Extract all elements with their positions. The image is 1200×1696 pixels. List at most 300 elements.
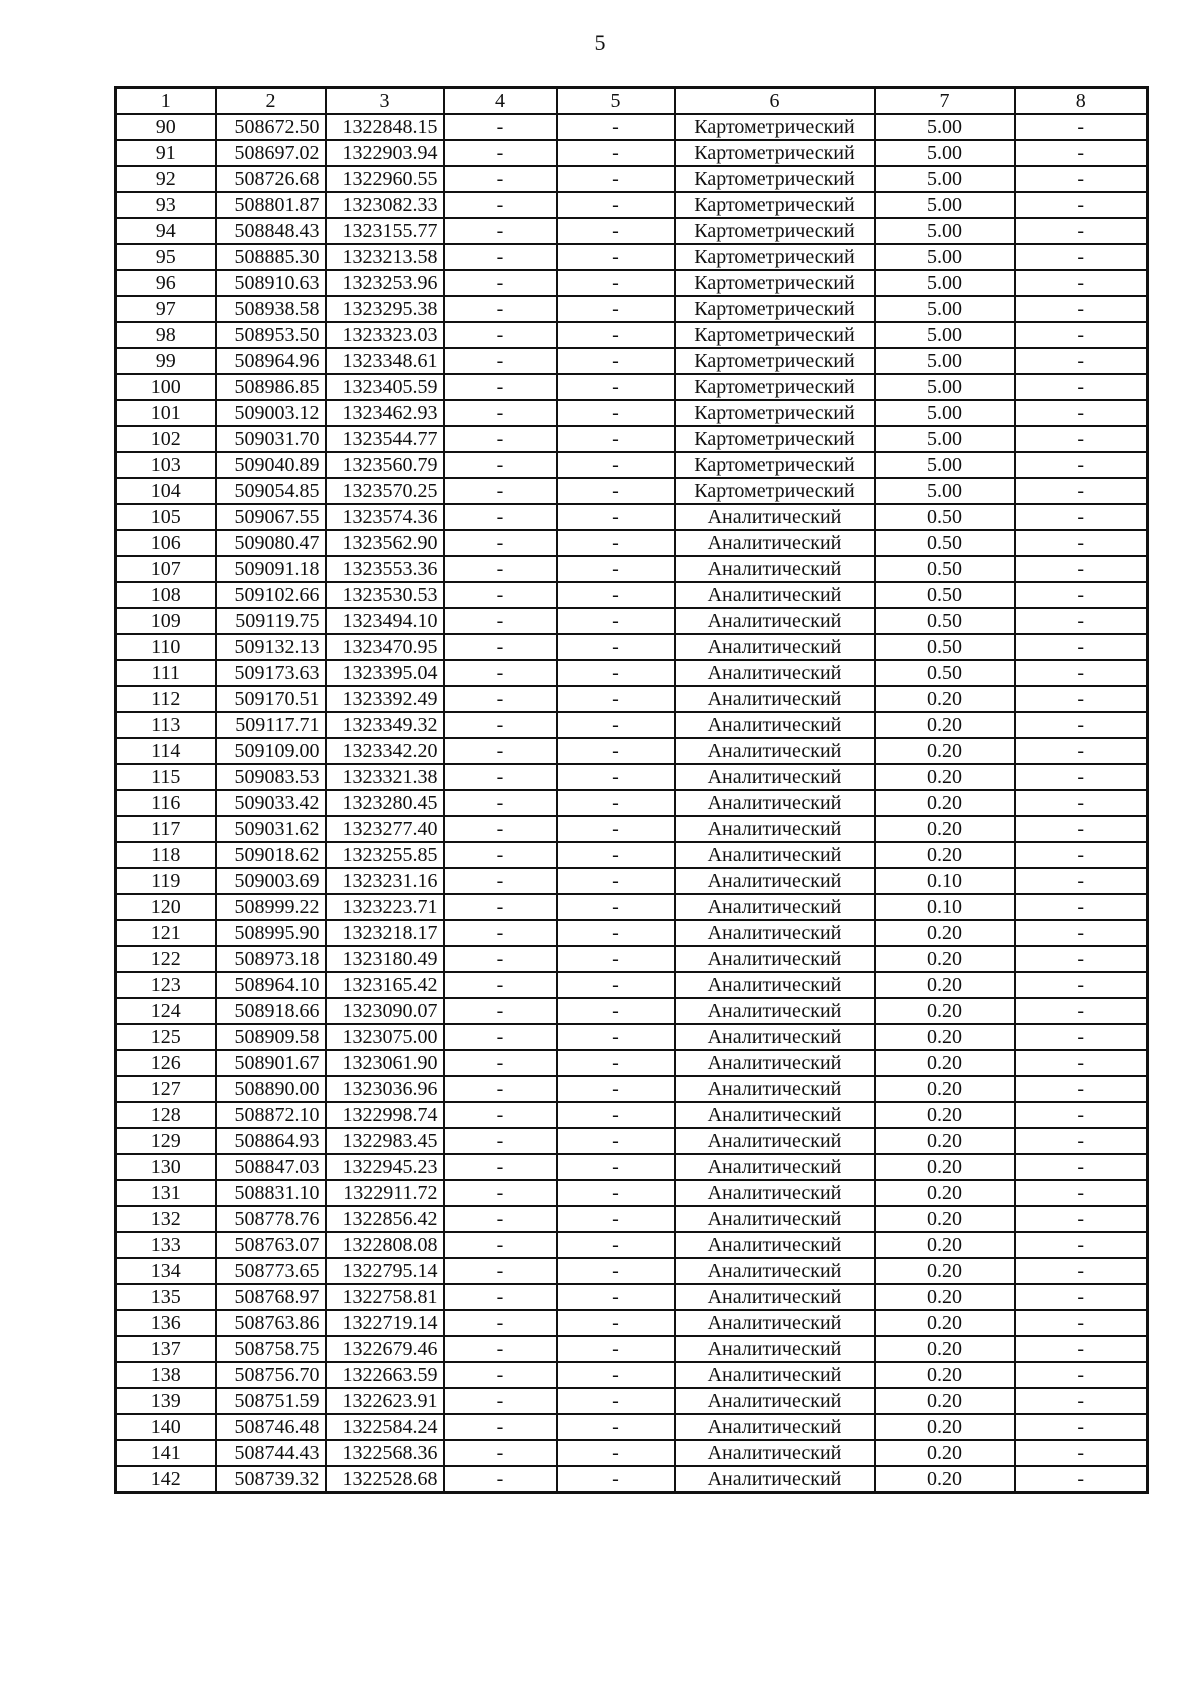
col5-cell: - <box>557 634 675 660</box>
col8-cell: - <box>1015 1466 1148 1493</box>
y-coordinate-cell: 1323570.25 <box>326 478 444 504</box>
col4-cell: - <box>444 998 557 1024</box>
col5-cell: - <box>557 972 675 998</box>
table-row <box>116 790 1148 816</box>
accuracy-cell: 0.20 <box>875 1102 1015 1128</box>
y-coordinate-cell: 1323462.93 <box>326 400 444 426</box>
col4-cell: - <box>444 868 557 894</box>
col5-cell: - <box>557 556 675 582</box>
method-cell: Картометрический <box>675 374 875 400</box>
column-header: 8 <box>1015 88 1148 115</box>
col8-cell: - <box>1015 582 1148 608</box>
method-cell: Картометрический <box>675 296 875 322</box>
col5-cell: - <box>557 1076 675 1102</box>
point-number-cell: 134 <box>116 1258 216 1284</box>
table-row <box>116 1440 1148 1466</box>
method-cell: Аналитический <box>675 634 875 660</box>
accuracy-cell: 0.20 <box>875 1024 1015 1050</box>
table-row <box>116 296 1148 322</box>
col4-cell: - <box>444 1258 557 1284</box>
col4-cell: - <box>444 1414 557 1440</box>
col4-cell: - <box>444 1206 557 1232</box>
y-coordinate-cell: 1322848.15 <box>326 114 444 140</box>
table-row <box>116 1414 1148 1440</box>
x-coordinate-cell: 508864.93 <box>216 1128 326 1154</box>
col8-cell: - <box>1015 998 1148 1024</box>
method-cell: Аналитический <box>675 1206 875 1232</box>
column-header: 3 <box>326 88 444 115</box>
col5-cell: - <box>557 1258 675 1284</box>
col8-cell: - <box>1015 1258 1148 1284</box>
col4-cell: - <box>444 192 557 218</box>
accuracy-cell: 0.50 <box>875 608 1015 634</box>
method-cell: Аналитический <box>675 530 875 556</box>
col4-cell: - <box>444 114 557 140</box>
accuracy-cell: 0.50 <box>875 660 1015 686</box>
point-number-cell: 133 <box>116 1232 216 1258</box>
table-row <box>116 218 1148 244</box>
col4-cell: - <box>444 426 557 452</box>
table-row <box>116 322 1148 348</box>
col8-cell: - <box>1015 400 1148 426</box>
accuracy-cell: 0.20 <box>875 738 1015 764</box>
method-cell: Аналитический <box>675 816 875 842</box>
table-row <box>116 452 1148 478</box>
col5-cell: - <box>557 426 675 452</box>
col4-cell: - <box>444 842 557 868</box>
column-header: 7 <box>875 88 1015 115</box>
col8-cell: - <box>1015 244 1148 270</box>
x-coordinate-cell: 508697.02 <box>216 140 326 166</box>
col4-cell: - <box>444 1050 557 1076</box>
col5-cell: - <box>557 1414 675 1440</box>
col5-cell: - <box>557 140 675 166</box>
y-coordinate-cell: 1323165.42 <box>326 972 444 998</box>
col4-cell: - <box>444 582 557 608</box>
col4-cell: - <box>444 972 557 998</box>
table-row <box>116 556 1148 582</box>
col5-cell: - <box>557 660 675 686</box>
col4-cell: - <box>444 140 557 166</box>
method-cell: Аналитический <box>675 660 875 686</box>
col8-cell: - <box>1015 842 1148 868</box>
point-number-cell: 142 <box>116 1466 216 1493</box>
y-coordinate-cell: 1323075.00 <box>326 1024 444 1050</box>
table-row <box>116 1180 1148 1206</box>
col8-cell: - <box>1015 1336 1148 1362</box>
col8-cell: - <box>1015 296 1148 322</box>
col5-cell: - <box>557 114 675 140</box>
table-row <box>116 1206 1148 1232</box>
accuracy-cell: 5.00 <box>875 114 1015 140</box>
point-number-cell: 132 <box>116 1206 216 1232</box>
col5-cell: - <box>557 790 675 816</box>
col8-cell: - <box>1015 166 1148 192</box>
x-coordinate-cell: 508746.48 <box>216 1414 326 1440</box>
x-coordinate-cell: 509031.62 <box>216 816 326 842</box>
col4-cell: - <box>444 556 557 582</box>
accuracy-cell: 0.10 <box>875 868 1015 894</box>
y-coordinate-cell: 1323082.33 <box>326 192 444 218</box>
col5-cell: - <box>557 686 675 712</box>
y-coordinate-cell: 1323180.49 <box>326 946 444 972</box>
x-coordinate-cell: 508885.30 <box>216 244 326 270</box>
col8-cell: - <box>1015 1050 1148 1076</box>
accuracy-cell: 0.20 <box>875 764 1015 790</box>
accuracy-cell: 0.50 <box>875 634 1015 660</box>
y-coordinate-cell: 1323036.96 <box>326 1076 444 1102</box>
point-number-cell: 110 <box>116 634 216 660</box>
y-coordinate-cell: 1323342.20 <box>326 738 444 764</box>
col8-cell: - <box>1015 270 1148 296</box>
x-coordinate-cell: 508910.63 <box>216 270 326 296</box>
x-coordinate-cell: 508848.43 <box>216 218 326 244</box>
x-coordinate-cell: 509102.66 <box>216 582 326 608</box>
x-coordinate-cell: 508973.18 <box>216 946 326 972</box>
col5-cell: - <box>557 1154 675 1180</box>
col8-cell: - <box>1015 816 1148 842</box>
method-cell: Аналитический <box>675 738 875 764</box>
method-cell: Аналитический <box>675 1310 875 1336</box>
method-cell: Аналитический <box>675 764 875 790</box>
col5-cell: - <box>557 1310 675 1336</box>
y-coordinate-cell: 1322795.14 <box>326 1258 444 1284</box>
accuracy-cell: 5.00 <box>875 244 1015 270</box>
method-cell: Аналитический <box>675 1102 875 1128</box>
col8-cell: - <box>1015 478 1148 504</box>
col5-cell: - <box>557 270 675 296</box>
col5-cell: - <box>557 816 675 842</box>
point-number-cell: 96 <box>116 270 216 296</box>
table-row <box>116 712 1148 738</box>
coordinates-table <box>114 86 1149 1494</box>
y-coordinate-cell: 1323223.71 <box>326 894 444 920</box>
x-coordinate-cell: 508751.59 <box>216 1388 326 1414</box>
point-number-cell: 100 <box>116 374 216 400</box>
col5-cell: - <box>557 608 675 634</box>
y-coordinate-cell: 1323544.77 <box>326 426 444 452</box>
col5-cell: - <box>557 478 675 504</box>
col4-cell: - <box>444 478 557 504</box>
header-row <box>116 88 1148 115</box>
accuracy-cell: 5.00 <box>875 374 1015 400</box>
col8-cell: - <box>1015 1284 1148 1310</box>
table-row <box>116 660 1148 686</box>
point-number-cell: 123 <box>116 972 216 998</box>
col8-cell: - <box>1015 738 1148 764</box>
col5-cell: - <box>557 192 675 218</box>
y-coordinate-cell: 1323090.07 <box>326 998 444 1024</box>
accuracy-cell: 5.00 <box>875 192 1015 218</box>
col8-cell: - <box>1015 1440 1148 1466</box>
col4-cell: - <box>444 738 557 764</box>
point-number-cell: 109 <box>116 608 216 634</box>
col4-cell: - <box>444 1362 557 1388</box>
point-number-cell: 120 <box>116 894 216 920</box>
x-coordinate-cell: 509173.63 <box>216 660 326 686</box>
accuracy-cell: 0.20 <box>875 1466 1015 1493</box>
accuracy-cell: 0.50 <box>875 556 1015 582</box>
col8-cell: - <box>1015 504 1148 530</box>
col8-cell: - <box>1015 764 1148 790</box>
y-coordinate-cell: 1322903.94 <box>326 140 444 166</box>
method-cell: Аналитический <box>675 972 875 998</box>
x-coordinate-cell: 508999.22 <box>216 894 326 920</box>
x-coordinate-cell: 509083.53 <box>216 764 326 790</box>
method-cell: Аналитический <box>675 1440 875 1466</box>
accuracy-cell: 5.00 <box>875 140 1015 166</box>
accuracy-cell: 0.20 <box>875 1310 1015 1336</box>
accuracy-cell: 5.00 <box>875 166 1015 192</box>
col5-cell: - <box>557 218 675 244</box>
accuracy-cell: 0.20 <box>875 972 1015 998</box>
table-row <box>116 946 1148 972</box>
col4-cell: - <box>444 686 557 712</box>
col4-cell: - <box>444 1076 557 1102</box>
x-coordinate-cell: 508763.07 <box>216 1232 326 1258</box>
point-number-cell: 141 <box>116 1440 216 1466</box>
y-coordinate-cell: 1323061.90 <box>326 1050 444 1076</box>
method-cell: Картометрический <box>675 322 875 348</box>
col5-cell: - <box>557 1050 675 1076</box>
accuracy-cell: 0.20 <box>875 1050 1015 1076</box>
method-cell: Аналитический <box>675 1258 875 1284</box>
col8-cell: - <box>1015 1128 1148 1154</box>
col5-cell: - <box>557 894 675 920</box>
x-coordinate-cell: 508768.97 <box>216 1284 326 1310</box>
table-row <box>116 1024 1148 1050</box>
table-row <box>116 1310 1148 1336</box>
col8-cell: - <box>1015 712 1148 738</box>
col5-cell: - <box>557 244 675 270</box>
page-number: 5 <box>594 30 606 55</box>
col5-cell: - <box>557 1440 675 1466</box>
col8-cell: - <box>1015 114 1148 140</box>
x-coordinate-cell: 508739.32 <box>216 1466 326 1493</box>
col4-cell: - <box>444 1284 557 1310</box>
x-coordinate-cell: 509018.62 <box>216 842 326 868</box>
y-coordinate-cell: 1322998.74 <box>326 1102 444 1128</box>
point-number-cell: 122 <box>116 946 216 972</box>
column-header: 6 <box>675 88 875 115</box>
point-number-cell: 127 <box>116 1076 216 1102</box>
col5-cell: - <box>557 322 675 348</box>
accuracy-cell: 0.20 <box>875 1336 1015 1362</box>
accuracy-cell: 0.20 <box>875 1362 1015 1388</box>
point-number-cell: 131 <box>116 1180 216 1206</box>
col4-cell: - <box>444 790 557 816</box>
point-number-cell: 128 <box>116 1102 216 1128</box>
col5-cell: - <box>557 296 675 322</box>
point-number-cell: 137 <box>116 1336 216 1362</box>
method-cell: Аналитический <box>675 1232 875 1258</box>
col5-cell: - <box>557 582 675 608</box>
point-number-cell: 103 <box>116 452 216 478</box>
col8-cell: - <box>1015 452 1148 478</box>
accuracy-cell: 5.00 <box>875 426 1015 452</box>
table-row <box>116 400 1148 426</box>
col4-cell: - <box>444 348 557 374</box>
col4-cell: - <box>444 218 557 244</box>
col8-cell: - <box>1015 348 1148 374</box>
col4-cell: - <box>444 946 557 972</box>
table-row <box>116 1284 1148 1310</box>
col8-cell: - <box>1015 1206 1148 1232</box>
col5-cell: - <box>557 1362 675 1388</box>
table-row <box>116 530 1148 556</box>
method-cell: Аналитический <box>675 1128 875 1154</box>
table-row <box>116 634 1148 660</box>
accuracy-cell: 0.20 <box>875 1232 1015 1258</box>
method-cell: Картометрический <box>675 270 875 296</box>
table-row <box>116 1466 1148 1493</box>
col8-cell: - <box>1015 1180 1148 1206</box>
col5-cell: - <box>557 920 675 946</box>
point-number-cell: 106 <box>116 530 216 556</box>
x-coordinate-cell: 509033.42 <box>216 790 326 816</box>
y-coordinate-cell: 1323253.96 <box>326 270 444 296</box>
col8-cell: - <box>1015 972 1148 998</box>
y-coordinate-cell: 1323155.77 <box>326 218 444 244</box>
accuracy-cell: 0.20 <box>875 1076 1015 1102</box>
col4-cell: - <box>444 634 557 660</box>
method-cell: Аналитический <box>675 894 875 920</box>
table-row <box>116 270 1148 296</box>
point-number-cell: 126 <box>116 1050 216 1076</box>
col4-cell: - <box>444 322 557 348</box>
y-coordinate-cell: 1322856.42 <box>326 1206 444 1232</box>
method-cell: Картометрический <box>675 218 875 244</box>
method-cell: Аналитический <box>675 1050 875 1076</box>
col4-cell: - <box>444 296 557 322</box>
y-coordinate-cell: 1322758.81 <box>326 1284 444 1310</box>
table-row <box>116 842 1148 868</box>
accuracy-cell: 5.00 <box>875 296 1015 322</box>
y-coordinate-cell: 1323470.95 <box>326 634 444 660</box>
col4-cell: - <box>444 166 557 192</box>
col5-cell: - <box>557 374 675 400</box>
x-coordinate-cell: 508801.87 <box>216 192 326 218</box>
method-cell: Аналитический <box>675 998 875 1024</box>
table-row <box>116 1388 1148 1414</box>
point-number-cell: 130 <box>116 1154 216 1180</box>
x-coordinate-cell: 508847.03 <box>216 1154 326 1180</box>
accuracy-cell: 5.00 <box>875 452 1015 478</box>
table-row <box>116 686 1148 712</box>
x-coordinate-cell: 508773.65 <box>216 1258 326 1284</box>
table-row <box>116 1050 1148 1076</box>
col4-cell: - <box>444 244 557 270</box>
y-coordinate-cell: 1323392.49 <box>326 686 444 712</box>
col5-cell: - <box>557 1388 675 1414</box>
x-coordinate-cell: 508744.43 <box>216 1440 326 1466</box>
method-cell: Аналитический <box>675 1336 875 1362</box>
method-cell: Аналитический <box>675 712 875 738</box>
col8-cell: - <box>1015 790 1148 816</box>
y-coordinate-cell: 1323574.36 <box>326 504 444 530</box>
table-row <box>116 1336 1148 1362</box>
col5-cell: - <box>557 1102 675 1128</box>
method-cell: Картометрический <box>675 244 875 270</box>
point-number-cell: 136 <box>116 1310 216 1336</box>
method-cell: Аналитический <box>675 1180 875 1206</box>
table-row <box>116 1154 1148 1180</box>
y-coordinate-cell: 1323560.79 <box>326 452 444 478</box>
method-cell: Аналитический <box>675 790 875 816</box>
point-number-cell: 121 <box>116 920 216 946</box>
x-coordinate-cell: 508901.67 <box>216 1050 326 1076</box>
y-coordinate-cell: 1322679.46 <box>326 1336 444 1362</box>
col8-cell: - <box>1015 1102 1148 1128</box>
col5-cell: - <box>557 712 675 738</box>
method-cell: Аналитический <box>675 1154 875 1180</box>
point-number-cell: 113 <box>116 712 216 738</box>
point-number-cell: 124 <box>116 998 216 1024</box>
col8-cell: - <box>1015 686 1148 712</box>
col5-cell: - <box>557 504 675 530</box>
col5-cell: - <box>557 1232 675 1258</box>
method-cell: Аналитический <box>675 868 875 894</box>
col8-cell: - <box>1015 218 1148 244</box>
column-header: 5 <box>557 88 675 115</box>
y-coordinate-cell: 1323530.53 <box>326 582 444 608</box>
y-coordinate-cell: 1323348.61 <box>326 348 444 374</box>
table-row <box>116 1258 1148 1284</box>
table-row <box>116 166 1148 192</box>
x-coordinate-cell: 509054.85 <box>216 478 326 504</box>
col8-cell: - <box>1015 1154 1148 1180</box>
y-coordinate-cell: 1323231.16 <box>326 868 444 894</box>
method-cell: Аналитический <box>675 1024 875 1050</box>
y-coordinate-cell: 1322528.68 <box>326 1466 444 1493</box>
point-number-cell: 135 <box>116 1284 216 1310</box>
x-coordinate-cell: 508831.10 <box>216 1180 326 1206</box>
accuracy-cell: 0.20 <box>875 1128 1015 1154</box>
col4-cell: - <box>444 1102 557 1128</box>
col4-cell: - <box>444 894 557 920</box>
y-coordinate-cell: 1322808.08 <box>326 1232 444 1258</box>
method-cell: Картометрический <box>675 192 875 218</box>
accuracy-cell: 0.20 <box>875 998 1015 1024</box>
col4-cell: - <box>444 1336 557 1362</box>
x-coordinate-cell: 508763.86 <box>216 1310 326 1336</box>
point-number-cell: 117 <box>116 816 216 842</box>
x-coordinate-cell: 508726.68 <box>216 166 326 192</box>
table-row <box>116 1076 1148 1102</box>
col8-cell: - <box>1015 608 1148 634</box>
table-row <box>116 348 1148 374</box>
col5-cell: - <box>557 1180 675 1206</box>
method-cell: Аналитический <box>675 1466 875 1493</box>
method-cell: Аналитический <box>675 946 875 972</box>
y-coordinate-cell: 1323280.45 <box>326 790 444 816</box>
point-number-cell: 112 <box>116 686 216 712</box>
method-cell: Аналитический <box>675 556 875 582</box>
x-coordinate-cell: 509067.55 <box>216 504 326 530</box>
table-row <box>116 1128 1148 1154</box>
col4-cell: - <box>444 712 557 738</box>
col8-cell: - <box>1015 192 1148 218</box>
table-row <box>116 504 1148 530</box>
point-number-cell: 107 <box>116 556 216 582</box>
col4-cell: - <box>444 1024 557 1050</box>
accuracy-cell: 0.20 <box>875 712 1015 738</box>
y-coordinate-cell: 1323494.10 <box>326 608 444 634</box>
x-coordinate-cell: 508872.10 <box>216 1102 326 1128</box>
point-number-cell: 102 <box>116 426 216 452</box>
x-coordinate-cell: 509170.51 <box>216 686 326 712</box>
method-cell: Картометрический <box>675 478 875 504</box>
